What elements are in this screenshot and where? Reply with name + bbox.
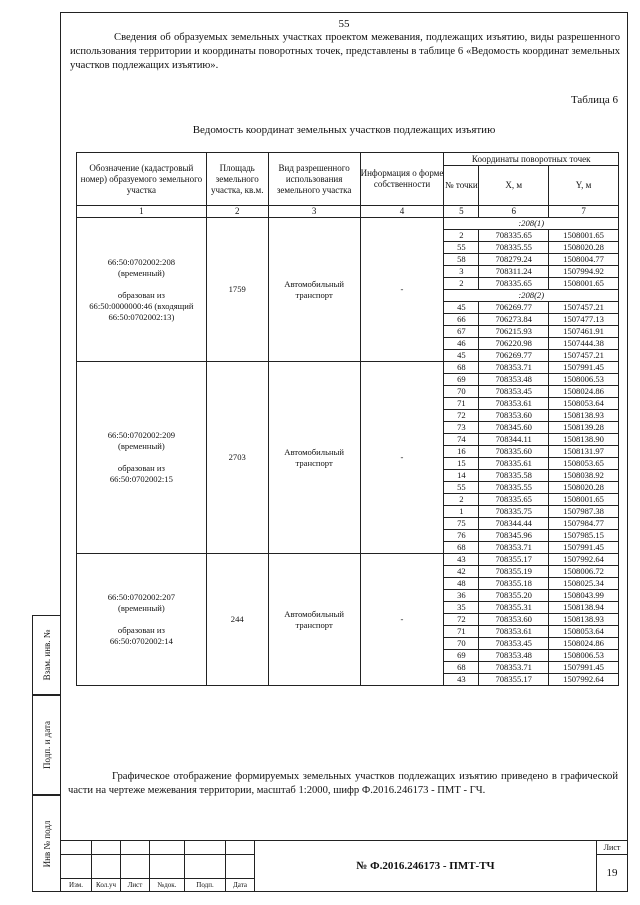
coord-y: 1508138.93 <box>549 614 619 626</box>
parcel-area: 244 <box>206 554 268 686</box>
parcel-area: 1759 <box>206 218 268 362</box>
coordinates-table <box>76 152 619 686</box>
coord-y: 1508053.64 <box>549 626 619 638</box>
coord-x: 708344.44 <box>479 518 549 530</box>
point-number: 36 <box>444 590 479 602</box>
point-number: 55 <box>444 482 479 494</box>
coord-x: 708353.71 <box>479 542 549 554</box>
side-field-inv: Инв № подл <box>32 795 60 892</box>
coord-y: 1508053.65 <box>549 458 619 470</box>
coord-y: 1508131.97 <box>549 446 619 458</box>
coord-y: 1507984.77 <box>549 518 619 530</box>
coord-x: 708335.60 <box>479 446 549 458</box>
col-num: 7 <box>549 206 619 218</box>
point-number: 68 <box>444 362 479 374</box>
coord-x: 708335.75 <box>479 506 549 518</box>
coord-x: 708353.60 <box>479 614 549 626</box>
point-number: 72 <box>444 614 479 626</box>
parcel-designation <box>77 362 207 554</box>
coord-x: 706269.77 <box>479 350 549 362</box>
header-use: Вид разрешенного использования земельного участка <box>268 153 360 206</box>
parcel-designation <box>77 554 207 686</box>
col-num: 2 <box>206 206 268 218</box>
coord-y: 1507992.64 <box>549 674 619 686</box>
header-point: № точки <box>444 166 479 206</box>
coord-x: 708353.48 <box>479 650 549 662</box>
contour-label: :208(1) <box>444 218 619 230</box>
coord-y: 1507991.45 <box>549 542 619 554</box>
outro-paragraph: Графическое отображение формируемых земельных участков подлежащих изъятию приведено в графической части на чертеже межевания территории, масштаб 1:2000, шифр Ф.2016.246173 - ПМТ - ГЧ. <box>68 771 618 796</box>
page-number: 55 <box>338 18 350 30</box>
point-number: 69 <box>444 650 479 662</box>
coord-x: 708355.17 <box>479 554 549 566</box>
coord-y: 1508006.53 <box>549 374 619 386</box>
document-code: № Ф.2016.246173 - ПМТ-ТЧ <box>255 841 597 892</box>
coord-x: 706269.77 <box>479 302 549 314</box>
table-row <box>77 362 619 374</box>
coord-x: 708344.11 <box>479 434 549 446</box>
table-row <box>77 218 619 230</box>
coord-y: 1508001.65 <box>549 278 619 290</box>
point-number: 55 <box>444 242 479 254</box>
coord-y: 1508020.28 <box>549 242 619 254</box>
point-number: 75 <box>444 518 479 530</box>
point-number: 70 <box>444 386 479 398</box>
point-number: 15 <box>444 458 479 470</box>
point-number: 2 <box>444 278 479 290</box>
title-block <box>60 840 628 892</box>
coord-y: 1508020.28 <box>549 482 619 494</box>
parcel-id: 66:50:0702002:209 (временный) <box>107 430 176 451</box>
point-number: 58 <box>444 254 479 266</box>
point-number: 45 <box>444 302 479 314</box>
coord-x: 706273.84 <box>479 314 549 326</box>
stamp-col: Дата <box>226 879 255 892</box>
point-number: 16 <box>444 446 479 458</box>
coord-y: 1508024.86 <box>549 386 619 398</box>
coord-x: 708353.71 <box>479 362 549 374</box>
point-number: 2 <box>444 230 479 242</box>
coord-x: 708345.60 <box>479 422 549 434</box>
stamp-col: Лист <box>121 879 150 892</box>
coord-x: 708311.24 <box>479 266 549 278</box>
stamp-col: Подп. <box>185 879 226 892</box>
coord-y: 1507477.13 <box>549 314 619 326</box>
stamp-col: №док. <box>150 879 185 892</box>
coord-y: 1508139.28 <box>549 422 619 434</box>
coord-y: 1508004.77 <box>549 254 619 266</box>
coord-x: 708355.31 <box>479 602 549 614</box>
point-number: 48 <box>444 578 479 590</box>
header-y: Y, м <box>549 166 619 206</box>
point-number: 71 <box>444 626 479 638</box>
coord-y: 1508025.34 <box>549 578 619 590</box>
coord-x: 708355.18 <box>479 578 549 590</box>
parcel-origin: образован из 66:50:0702002:14 <box>109 625 173 646</box>
header-x: X, м <box>479 166 549 206</box>
coord-y: 1507457.21 <box>549 302 619 314</box>
header-area: Площадь земельного участка, кв.м. <box>206 153 268 206</box>
coord-x: 708335.58 <box>479 470 549 482</box>
coord-y: 1507457.21 <box>549 350 619 362</box>
stamp-col: Изм. <box>61 879 92 892</box>
coord-y: 1507991.45 <box>549 662 619 674</box>
coord-x: 708355.19 <box>479 566 549 578</box>
point-number: 14 <box>444 470 479 482</box>
parcel-designation <box>77 218 207 362</box>
coord-y: 1508006.53 <box>549 650 619 662</box>
coord-y: 1508001.65 <box>549 230 619 242</box>
coord-y: 1507994.92 <box>549 266 619 278</box>
col-num: 3 <box>268 206 360 218</box>
point-number: 68 <box>444 542 479 554</box>
coord-y: 1507991.45 <box>549 362 619 374</box>
parcel-origin: образован из 66:50:0000000:46 (входящий 66:50:0702002:13) <box>89 289 194 322</box>
contour-label: :208(2) <box>444 290 619 302</box>
coord-x: 708335.55 <box>479 482 549 494</box>
coord-x: 708335.65 <box>479 230 549 242</box>
coord-x: 706215.93 <box>479 326 549 338</box>
point-number: 73 <box>444 422 479 434</box>
parcel-use: Автомобильный транспорт <box>268 218 360 362</box>
coord-y: 1508043.99 <box>549 590 619 602</box>
point-number: 43 <box>444 554 479 566</box>
coord-x: 708355.20 <box>479 590 549 602</box>
parcel-use: Автомобильный транспорт <box>268 554 360 686</box>
parcel-ownership: - <box>360 218 444 362</box>
coord-x: 708355.17 <box>479 674 549 686</box>
point-number: 2 <box>444 494 479 506</box>
header-designation: Обозначение (кадастровый номер) образуемого земельного участка <box>77 153 207 206</box>
header-coords: Координаты поворотных точек <box>444 153 619 166</box>
parcel-area: 2703 <box>206 362 268 554</box>
point-number: 3 <box>444 266 479 278</box>
point-number: 66 <box>444 314 479 326</box>
coord-y: 1508038.92 <box>549 470 619 482</box>
col-num: 5 <box>444 206 479 218</box>
sheet-number: 19 <box>597 855 628 892</box>
coord-x: 708353.45 <box>479 638 549 650</box>
coord-x: 708353.71 <box>479 662 549 674</box>
point-number: 71 <box>444 398 479 410</box>
point-number: 43 <box>444 674 479 686</box>
col-num: 1 <box>77 206 207 218</box>
coord-y: 1508138.90 <box>549 434 619 446</box>
coord-x: 708335.55 <box>479 242 549 254</box>
side-field-replace: Взам. инв. № <box>32 615 60 695</box>
intro-paragraph: Сведения об образуемых земельных участках проектом межевания, подлежащих изъятию, виды разрешенного использования территории и координаты поворотных точек, представлены в таблице 6 «Ведомость координат земельных участков подлежащих изъятию». <box>70 32 620 71</box>
parcel-id: 66:50:0702002:207 (временный) <box>107 592 176 613</box>
coord-x: 708353.48 <box>479 374 549 386</box>
coord-y: 1507985.15 <box>549 530 619 542</box>
parcel-origin: образован из 66:50:0702002:15 <box>109 463 173 484</box>
coord-x: 708353.61 <box>479 626 549 638</box>
coord-x: 708335.65 <box>479 494 549 506</box>
col-num: 6 <box>479 206 549 218</box>
coord-y: 1507992.64 <box>549 554 619 566</box>
coord-x: 708279.24 <box>479 254 549 266</box>
coord-y: 1508001.65 <box>549 494 619 506</box>
sheet-label: Лист <box>597 841 628 855</box>
coord-x: 708353.60 <box>479 410 549 422</box>
point-number: 67 <box>444 326 479 338</box>
stamp-col: Кол.уч <box>92 879 121 892</box>
point-number: 74 <box>444 434 479 446</box>
header-ownership: Информация о форме собственности <box>360 153 444 206</box>
point-number: 70 <box>444 638 479 650</box>
coord-x: 708353.45 <box>479 386 549 398</box>
table-label: Таблица 6 <box>570 94 618 106</box>
point-number: 42 <box>444 566 479 578</box>
point-number: 69 <box>444 374 479 386</box>
parcel-ownership: - <box>360 554 444 686</box>
parcel-id: 66:50:0702002:208 (временный) <box>107 256 176 278</box>
coord-y: 1508024.86 <box>549 638 619 650</box>
coord-x: 708335.61 <box>479 458 549 470</box>
table-row <box>77 554 619 566</box>
coord-x: 708335.65 <box>479 278 549 290</box>
coord-x: 706220.98 <box>479 338 549 350</box>
coord-y: 1507444.38 <box>549 338 619 350</box>
side-field-sign: Подп. и дата <box>32 695 60 795</box>
point-number: 35 <box>444 602 479 614</box>
coord-y: 1508138.93 <box>549 410 619 422</box>
point-number: 68 <box>444 662 479 674</box>
parcel-use: Автомобильный транспорт <box>268 362 360 554</box>
coord-x: 708345.96 <box>479 530 549 542</box>
point-number: 72 <box>444 410 479 422</box>
coord-y: 1508053.64 <box>549 398 619 410</box>
coord-y: 1508138.94 <box>549 602 619 614</box>
point-number: 45 <box>444 350 479 362</box>
table-title: Ведомость координат земельных участков подлежащих изъятию <box>192 124 496 136</box>
parcel-ownership: - <box>360 362 444 554</box>
point-number: 76 <box>444 530 479 542</box>
coord-y: 1507461.91 <box>549 326 619 338</box>
point-number: 1 <box>444 506 479 518</box>
col-num: 4 <box>360 206 444 218</box>
coord-y: 1507987.38 <box>549 506 619 518</box>
point-number: 46 <box>444 338 479 350</box>
coord-x: 708353.61 <box>479 398 549 410</box>
coord-y: 1508006.72 <box>549 566 619 578</box>
